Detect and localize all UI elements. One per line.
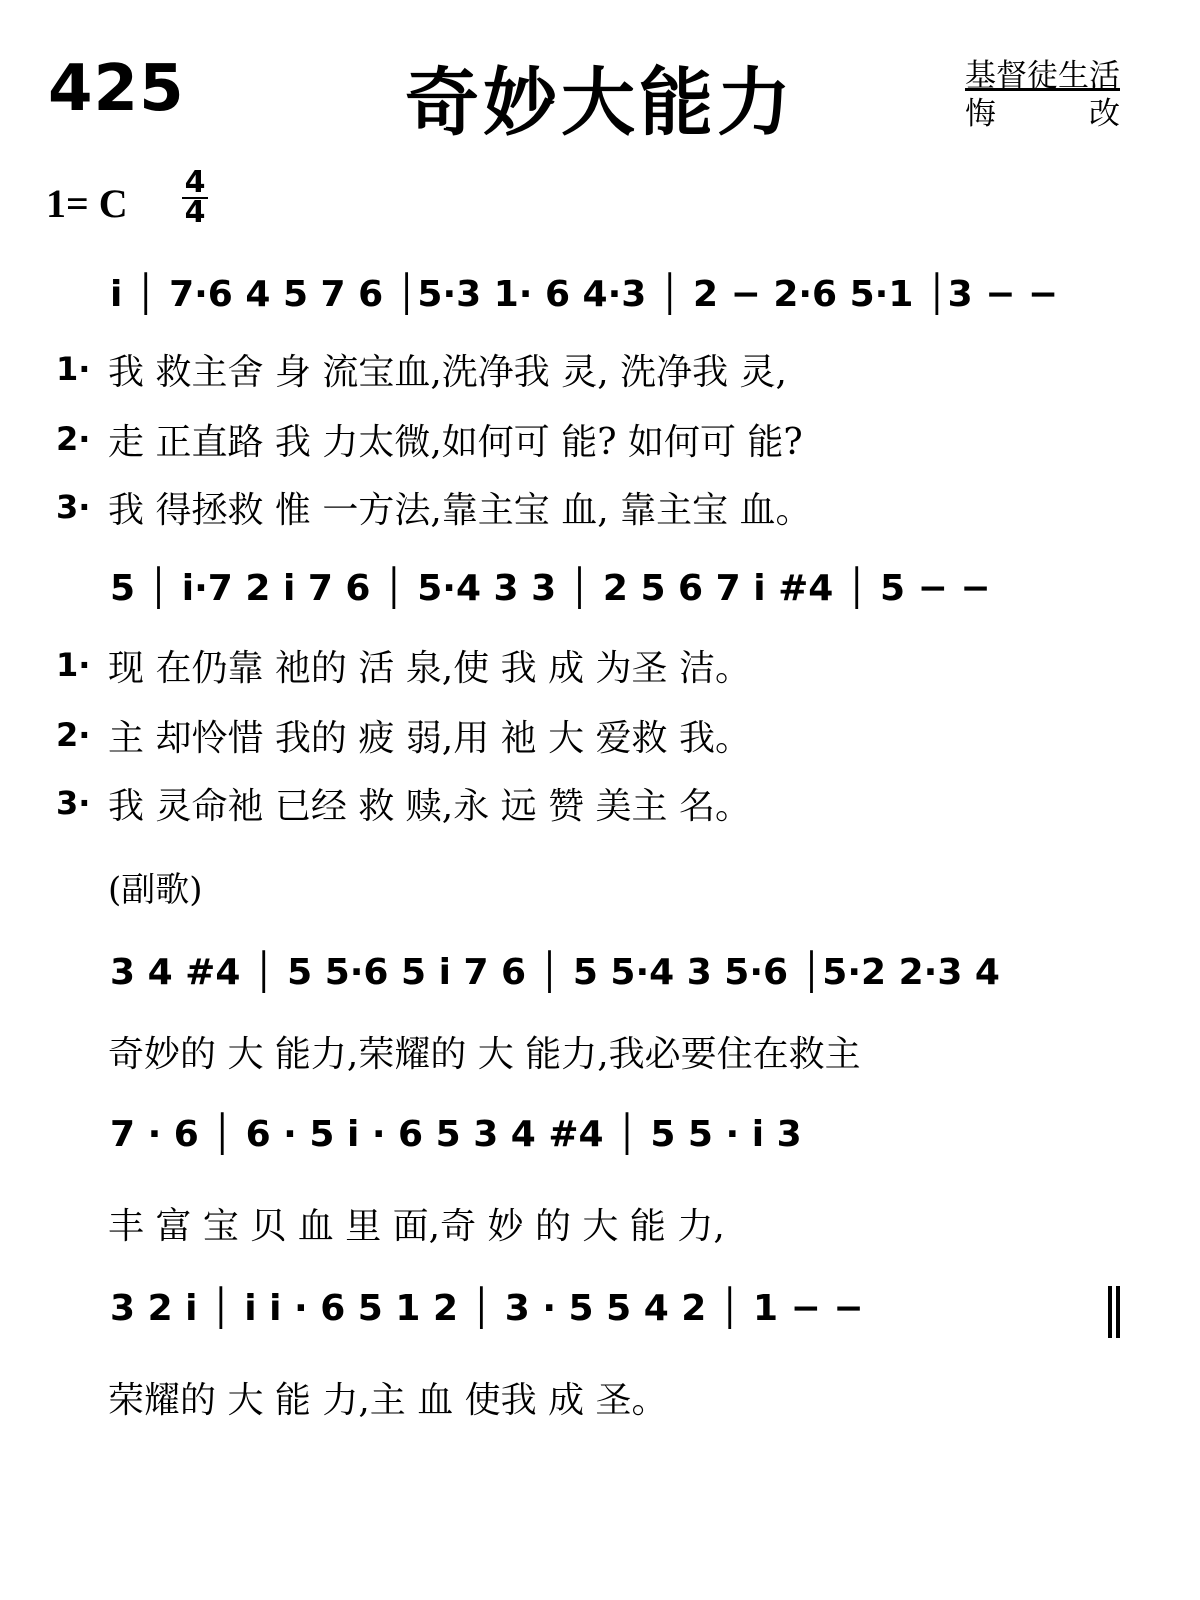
- notation-line: 5 │ i·7 2 i 7 6 │ 5·4 3 3 │ 2 5 6 7 i #4 │ 5 − −: [110, 568, 991, 609]
- lyrics-line: 丰 富 宝 贝 血 里 面,奇 妙 的 大 能 力,: [108, 1206, 725, 1247]
- lyrics-line: 我 救主舍 身 流宝血,洗净我 灵, 洗净我 灵,: [108, 352, 787, 393]
- verse-number: 1·: [56, 646, 91, 684]
- lyrics-line: 荣耀的 大 能 力,主 血 使我 成 圣。: [108, 1380, 668, 1421]
- credit-note-left: 悔: [965, 96, 996, 132]
- final-barline: [1108, 1286, 1112, 1338]
- credit-note: [965, 88, 1120, 133]
- key-signature: 1= C: [46, 181, 128, 226]
- time-signature-top: 4: [184, 165, 206, 200]
- notation-line: i │ 7·6 4 5 7 6 │5·3 1· 6 4·3 │ 2 − 2·6 5·1 │3 − −: [110, 274, 1059, 315]
- verse-number: 2·: [56, 420, 91, 458]
- final-barline: [1116, 1286, 1120, 1338]
- verse-number: 1·: [56, 350, 91, 388]
- notation-line: 3 2 i │ i i · 6 5 1 2 │ 3 · 5 5 4 2 │ 1 − −: [110, 1288, 864, 1329]
- verse-number: 3·: [56, 488, 91, 526]
- lyrics-line: 现 在仍靠 祂的 活 泉,使 我 成 为圣 洁。: [108, 648, 751, 689]
- time-signature: [182, 165, 208, 230]
- verse-number: 3·: [56, 784, 91, 822]
- verse-number: 2·: [56, 716, 91, 754]
- chorus-label: (副歌): [108, 870, 203, 910]
- lyrics-line: 我 得拯救 惟 一方法,靠主宝 血, 靠主宝 血。: [108, 490, 812, 531]
- lyrics-line: 我 灵命祂 已经 救 赎,永 远 赞 美主 名。: [108, 786, 751, 827]
- notation-line: 7 · 6 │ 6 · 5 i · 6 5 3 4 #4 │ 5 5 · i 3: [110, 1114, 802, 1155]
- hymn-number: 425: [48, 52, 185, 126]
- time-signature-bottom: 4: [184, 195, 206, 230]
- lyrics-line: 走 正直路 我 力太微,如何可 能? 如何可 能?: [108, 422, 803, 463]
- notation-line: 3 4 #4 │ 5 5·6 5 i 7 6 │ 5 5·4 3 5·6 │5·2 2·3 4: [110, 952, 1000, 993]
- hymn-title: 奇妙大能力: [405, 60, 795, 146]
- credit-note-right: 改: [1089, 96, 1120, 132]
- lyrics-line: 奇妙的 大 能力,荣耀的 大 能力,我必要住在救主: [108, 1034, 861, 1075]
- credit-source: 基督徒生活: [965, 58, 1120, 94]
- lyrics-line: 主 却怜惜 我的 疲 弱,用 祂 大 爱救 我。: [108, 718, 751, 759]
